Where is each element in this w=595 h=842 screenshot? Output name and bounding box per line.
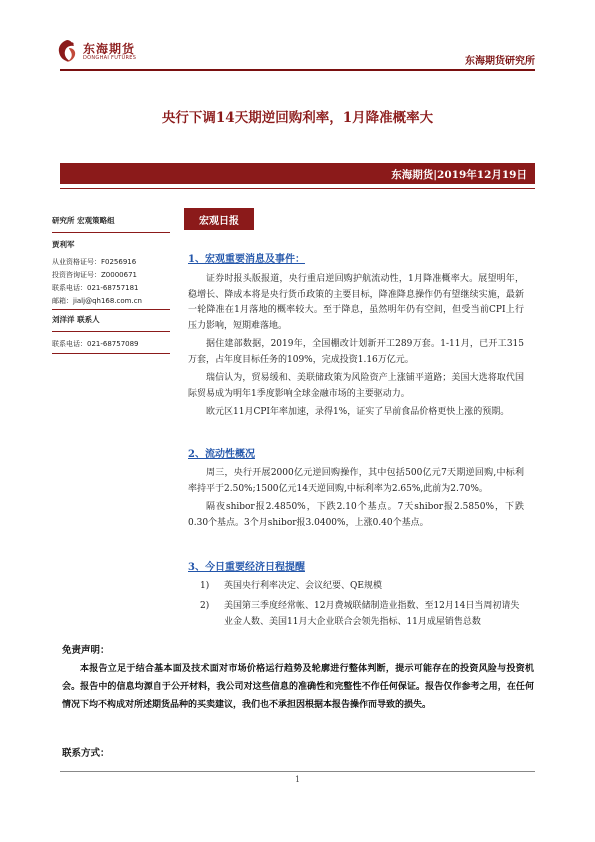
- dateline-divider: [60, 188, 535, 189]
- company-logo: [55, 38, 175, 66]
- list-item-text: 美国第三季度经常帐、12月费城联储制造业指数、至12月14日当周初请失业金人数、美国11月大企业联合会领先指标、11月成屋销售总数: [224, 601, 520, 627]
- section-heading-calendar: 3、今日重要经济日程提醒: [188, 562, 305, 573]
- sidebar-divider: [52, 309, 170, 310]
- dateline-band: [60, 163, 535, 184]
- logo-text-cn: 东海期货: [83, 42, 136, 56]
- analyst-email[interactable]: 邮箱：jialj@qh168.com.cn: [52, 297, 142, 305]
- paragraph: 欧元区11月CPI年率加速，录得1%，证实了早前食品价格更快上涨的预期。: [206, 407, 510, 417]
- contact-label: 联系方式：: [62, 748, 110, 759]
- analyst-phone: 联系电话：021-68757181: [52, 284, 139, 292]
- page-number: 1: [294, 775, 301, 784]
- sidebar-divider: [52, 331, 170, 332]
- list-item-text: 英国央行利率决定、会议纪要、QE规模: [224, 581, 382, 591]
- list-item: [200, 579, 524, 595]
- paragraph: 据住建部数据，2019年，全国棚改计划新开工289万套。1-11月，已开工315万套，占年度目标任务的109%，完成投资1.16万亿元。: [188, 339, 524, 365]
- analyst-cert-advisory: 投资咨询证号：Z0000671: [52, 271, 137, 279]
- list-item-number: 2): [200, 601, 210, 611]
- liquidity-block: [188, 466, 524, 531]
- paragraph: 周三，央行开展2000亿元逆回购操作，其中包括500亿元7天期逆回购,中标利率持平于2.50%;1500亿元14天逆回购,中标利率为2.65%,此前为2.70%。: [188, 468, 524, 494]
- analyst-name: 贾利军: [52, 240, 75, 249]
- sidebar-divider: [52, 232, 170, 233]
- contact-person-name: 刘洋洋 联系人: [52, 315, 100, 324]
- list-item-number: 1): [200, 581, 210, 591]
- footer-divider: [60, 771, 535, 772]
- contact-person-phone: 联系电话：021-68757089: [52, 340, 139, 348]
- section-heading-macro-news: 1、宏观重要消息及事件：: [188, 254, 305, 265]
- analyst-cert-futures: 从业资格证号：F0256916: [52, 258, 137, 266]
- dateline-text: 东海期货|2019年12月19日: [391, 169, 527, 181]
- disclaimer-text: 本报告立足于结合基本面及技术面对市场价格运行趋势及轮廓进行整体判断，提示可能存在的投资风险与投资机会。报告中的信息均源自于公开材料，我公司对这些信息的准确性和完整性不作任何保证。报告仅作参考之用，在任何情况下均不构成对所述期货品种的买卖建议，我们也不承担因根据本报告操作而导致的损失。: [62, 664, 534, 710]
- logo-text-en: DONGHAI FUTURES: [83, 55, 137, 61]
- paragraph: 隔夜shibor报2.4850%，下跌2.10个基点。7天shibor报2.5850%，下跌0.30个基点。3个月shibor报3.0400%，上涨0.40个基点。: [188, 502, 524, 528]
- paragraph: 证券时报头版报道，央行重启逆回购护航流动性，1月降准概率大。展望明年，稳增长、降成本将是央行货币政策的主要目标，降准降息操作仍有望继续实施，最新一轮降准在1月落地的概率较大。至于降息，虽然明年仍有空间，但受当前CPI上行压力影响，短期难落地。: [188, 274, 524, 331]
- list-item: [200, 599, 524, 630]
- paragraph: 瑞信认为，贸易缓和、美联储政策为风险资产上涨铺平道路；美国大选将取代国际贸易成为明年1季度影响全球金融市场的主要驱动力。: [188, 373, 524, 399]
- donghai-logo-icon: [55, 38, 79, 64]
- report-type-label: 宏观日报: [199, 216, 239, 227]
- report-title: 央行下调14天期逆回购利率，1月降准概率大: [161, 110, 434, 126]
- macro-news-block: [188, 272, 524, 421]
- report-type-tag: [184, 208, 254, 230]
- sidebar-divider: [52, 353, 170, 354]
- institute-name: 东海期货研究所: [465, 56, 535, 67]
- header-divider: [60, 69, 535, 71]
- disclaimer-heading: 免责声明：: [62, 645, 110, 656]
- sidebar-dept: 研究所 宏观策略组: [52, 216, 115, 225]
- section-heading-liquidity: 2、流动性概况: [188, 449, 255, 460]
